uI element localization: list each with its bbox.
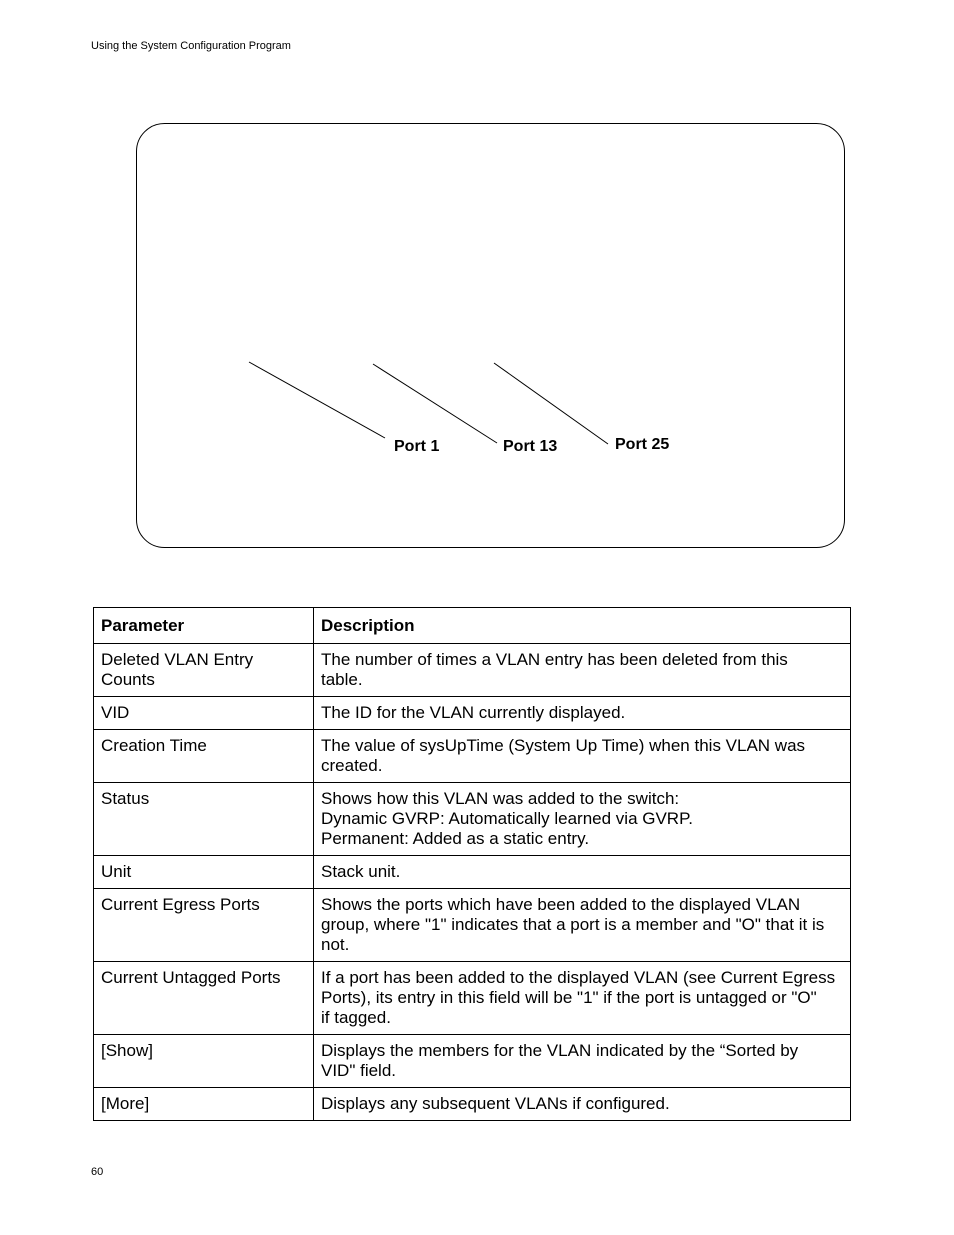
description-text: Dynamic GVRP: Automatically learned via GVRP. <box>321 809 693 828</box>
table-row <box>94 1035 851 1088</box>
figure-frame <box>137 124 845 548</box>
description-text: The value of sysUpTime (System Up Time) when this VLAN was <box>321 736 806 755</box>
description-cell <box>314 644 851 697</box>
table-row <box>94 1088 851 1121</box>
parameter-cell <box>94 962 314 1035</box>
description-cell <box>314 783 851 856</box>
parameter-text: [Show] <box>101 1041 153 1060</box>
parameter-text: VID <box>101 703 130 722</box>
description-cell <box>314 856 851 889</box>
parameter-cell <box>94 1088 314 1121</box>
description-text: Displays the members for the VLAN indicated by the “Sorted by <box>321 1041 799 1060</box>
description-text: Displays any subsequent VLANs if configured. <box>321 1094 670 1113</box>
description-cell <box>314 730 851 783</box>
description-text: Stack unit. <box>321 862 401 881</box>
description-text: group, where "1" indicates that a port is a member and "O" that it is <box>321 915 825 934</box>
description-cell <box>314 697 851 730</box>
running-title: Using the System Configuration Program <box>91 40 291 52</box>
parameter-text: Counts <box>101 670 155 689</box>
table-row <box>94 783 851 856</box>
parameter-cell <box>94 1035 314 1088</box>
parameter-cell <box>94 644 314 697</box>
page-number: 60 <box>91 1166 104 1178</box>
callout-label-port-1: Port 1 <box>394 438 440 455</box>
description-text: not. <box>321 935 350 954</box>
description-text: If a port has been added to the displayed VLAN (see Current Egress <box>321 968 836 987</box>
table-row <box>94 856 851 889</box>
description-text: Permanent: Added as a static entry. <box>321 829 590 848</box>
parameter-cell <box>94 783 314 856</box>
description-cell <box>314 889 851 962</box>
parameter-table <box>93 607 851 1121</box>
description-text: Shows the ports which have been added to the displayed VLAN <box>321 895 801 914</box>
parameter-cell <box>94 697 314 730</box>
callout-label-port-13: Port 13 <box>503 438 558 455</box>
table-row <box>94 730 851 783</box>
port-figure <box>136 123 846 549</box>
parameter-text: Unit <box>101 862 132 881</box>
parameter-cell <box>94 889 314 962</box>
parameter-cell <box>94 856 314 889</box>
description-cell <box>314 962 851 1035</box>
callout-line-port-1 <box>249 362 385 438</box>
description-text: The ID for the VLAN currently displayed. <box>321 703 626 722</box>
table-row <box>94 697 851 730</box>
parameter-text: [More] <box>101 1094 150 1113</box>
table-row <box>94 962 851 1035</box>
description-text: VID" field. <box>321 1061 397 1080</box>
header-description: Description <box>314 608 851 644</box>
table-row <box>94 889 851 962</box>
description-text: Ports), its entry in this field will be "1" if the port is untagged or "O" <box>321 988 817 1007</box>
description-cell <box>314 1035 851 1088</box>
description-text: table. <box>321 670 363 689</box>
table-row <box>94 644 851 697</box>
header-parameter: Parameter <box>94 608 314 644</box>
parameter-cell <box>94 730 314 783</box>
description-text: The number of times a VLAN entry has been deleted from this <box>321 650 788 669</box>
parameter-text: Status <box>101 789 150 808</box>
description-text: Shows how this VLAN was added to the switch: <box>321 789 680 808</box>
parameter-text: Current Untagged Ports <box>101 968 281 987</box>
table-header-row <box>94 608 851 644</box>
description-cell <box>314 1088 851 1121</box>
description-text: if tagged. <box>321 1008 391 1027</box>
description-text: created. <box>321 756 383 775</box>
parameter-text: Creation Time <box>101 736 207 755</box>
callout-label-port-25: Port 25 <box>615 436 670 453</box>
callout-line-port-13 <box>373 364 497 443</box>
callout-line-port-25 <box>494 363 608 444</box>
parameter-text: Deleted VLAN Entry <box>101 650 254 669</box>
parameter-text: Current Egress Ports <box>101 895 260 914</box>
